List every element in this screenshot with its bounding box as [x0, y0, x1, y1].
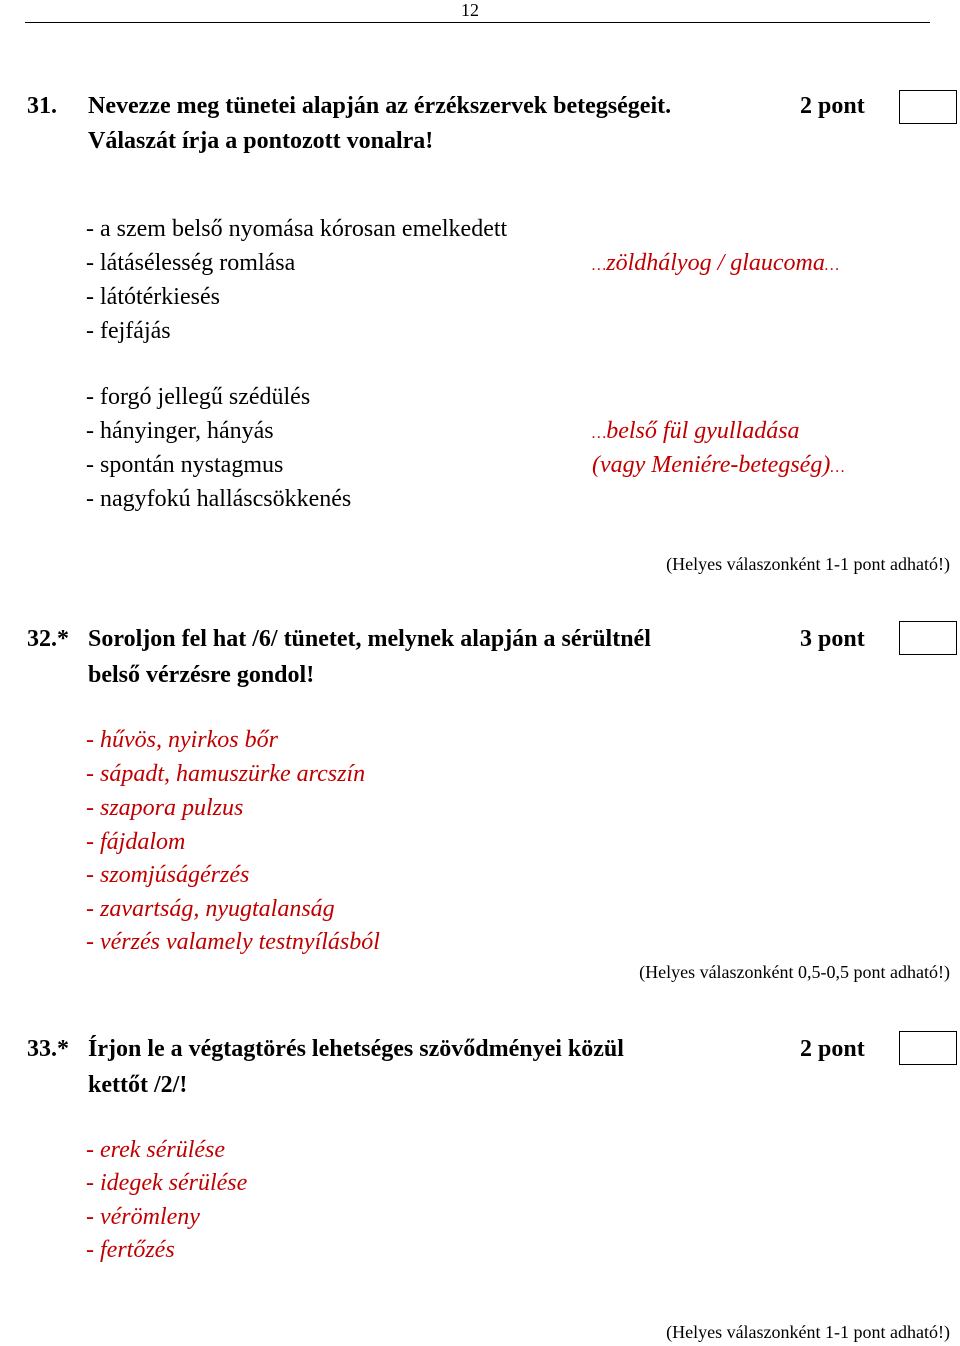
- q31-symptom: - fejfájás: [86, 318, 171, 344]
- q31-score-box[interactable]: [899, 90, 957, 124]
- q32-answer: - vérzés valamely testnyílásból: [86, 929, 380, 955]
- q31-scoring-note: (Helyes válaszonként 1-1 pont adható!): [666, 554, 950, 574]
- q32-answer: - sápadt, hamuszürke arcszín: [86, 761, 366, 787]
- q32-answer: - szomjúságérzés: [86, 862, 250, 888]
- q31-prompt-line1: Nevezze meg tünetei alapján az érzékszervek betegségeit.: [88, 93, 672, 119]
- q33-score-box[interactable]: [899, 1031, 957, 1065]
- q31-symptom: - látásélesség romlása: [86, 250, 296, 276]
- q32-points: 3 pont: [800, 626, 865, 652]
- q33-answer: - idegek sérülése: [86, 1170, 248, 1196]
- q31-symptom: - forgó jellegű szédülés: [86, 384, 311, 410]
- q31-number: 31.: [27, 93, 57, 119]
- q33-prompt-line1: Írjon le a végtagtörés lehetséges szövődményei közül: [88, 1036, 624, 1062]
- q31-symptom: - spontán nystagmus: [86, 452, 284, 478]
- q33-scoring-note: (Helyes válaszonként 1-1 pont adható!): [666, 1322, 950, 1342]
- q32-prompt-line1: Soroljon fel hat /6/ tünetet, melynek alapján a sérültnél: [88, 626, 651, 652]
- dot-leader: …: [592, 425, 607, 442]
- q31-symptom: - a szem belső nyomása kórosan emelkedett: [86, 216, 508, 242]
- q31-answer-2-line1: …belső fül gyulladása: [592, 418, 800, 444]
- q32-answer: - hűvös, nyirkos bőr: [86, 727, 278, 753]
- q31-symptom: - nagyfokú halláscsökkenés: [86, 486, 352, 512]
- q32-scoring-note: (Helyes válaszonként 0,5-0,5 pont adható!): [639, 962, 950, 982]
- q31-symptom: - hányinger, hányás: [86, 418, 274, 444]
- dot-leader: …: [592, 257, 607, 274]
- header-rule: [25, 22, 930, 23]
- q32-number: 32.*: [27, 626, 69, 652]
- dot-leader: …: [824, 257, 840, 274]
- q32-prompt-line2: belső vérzésre gondol!: [88, 662, 315, 688]
- dot-leader: …: [830, 459, 845, 476]
- q33-prompt-line2: kettőt /2/!: [88, 1072, 188, 1098]
- q32-answer: - szapora pulzus: [86, 795, 244, 821]
- q32-answer: - fájdalom: [86, 829, 186, 855]
- q32-answer: - zavartság, nyugtalanság: [86, 896, 335, 922]
- q32-score-box[interactable]: [899, 621, 957, 655]
- q31-prompt-line2: Válaszát írja a pontozott vonalra!: [88, 128, 434, 154]
- q33-number: 33.*: [27, 1036, 69, 1062]
- q31-answer-2-line2: (vagy Meniére-betegség)…: [592, 452, 845, 478]
- q31-points: 2 pont: [800, 93, 865, 119]
- q33-points: 2 pont: [800, 1036, 865, 1062]
- page-number: 12: [461, 0, 479, 20]
- q33-answer: - vérömleny: [86, 1204, 200, 1230]
- q33-answer: - erek sérülése: [86, 1137, 226, 1163]
- q33-answer: - fertőzés: [86, 1237, 175, 1263]
- q31-answer-1: …zöldhályog / glaucoma…: [592, 250, 840, 276]
- q31-symptom: - látótérkiesés: [86, 284, 220, 310]
